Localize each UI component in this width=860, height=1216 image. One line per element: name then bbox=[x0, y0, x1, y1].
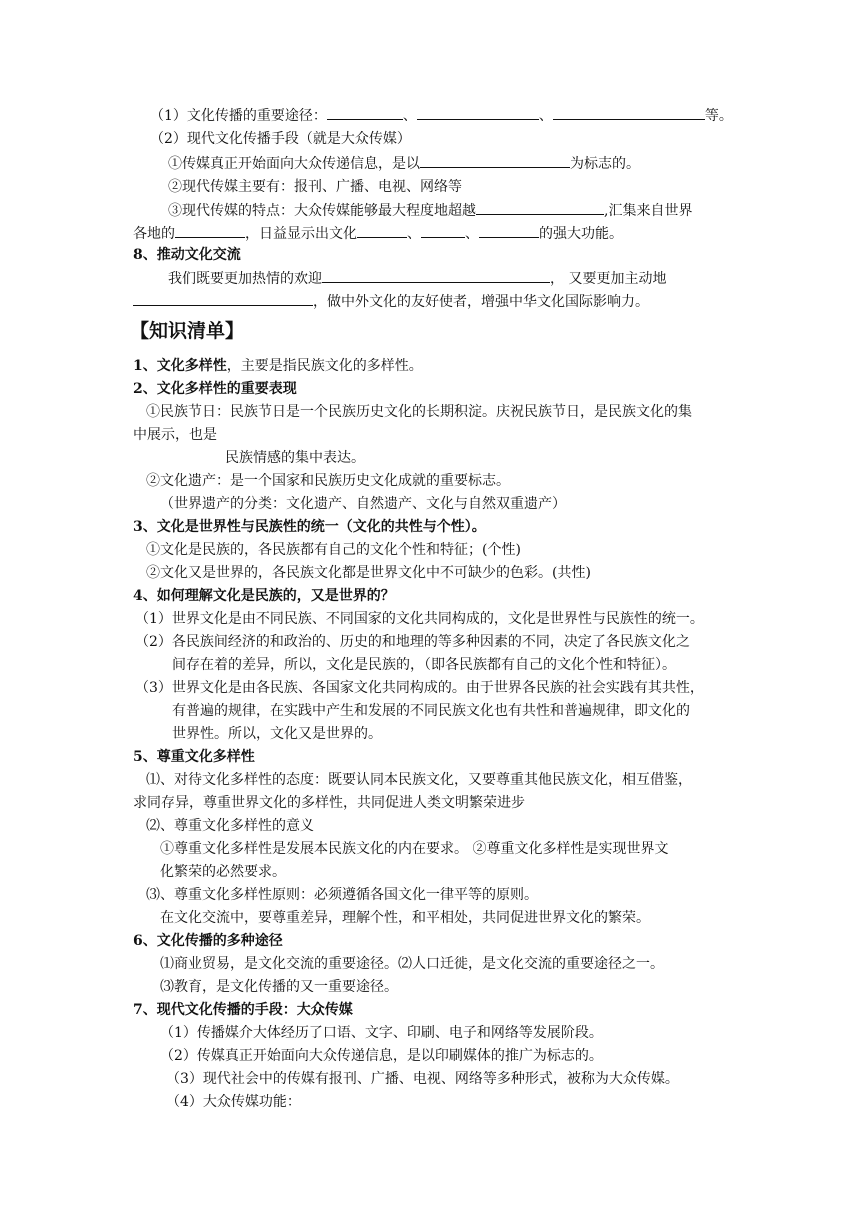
line-transmission-ways: （1）文化传播的重要途径： 、 、 等。 bbox=[150, 105, 733, 125]
line-significance-cont: 化繁荣的必然要求。 bbox=[160, 864, 286, 880]
line-heritage-types: （世界遗产的分类：文化遗产、自然遗产、文化与自然双重遗产） bbox=[160, 496, 566, 512]
blank-field bbox=[133, 291, 313, 306]
section-heading-unity: 3、文化是世界性与民族性的统一（文化的共性与个性）。 bbox=[133, 519, 486, 535]
line-media-features-cont: 各地的 ，日益显示出文化 、 、 的强大功能。 bbox=[133, 223, 623, 243]
line-media-functions: （4）大众传媒功能： bbox=[166, 1094, 301, 1110]
line-diversity-def: 1、文化多样性，主要是指民族文化的多样性。 bbox=[133, 358, 423, 374]
line-media-features: ③现代传媒的特点：大众传媒能够最大程度地超越 ,汇集来自世界 bbox=[168, 200, 692, 220]
line-heritage: ②文化遗产：是一个国家和民族历史文化成就的重要标志。 bbox=[146, 473, 510, 489]
section-heading-exchange: 8、推动文化交流 bbox=[133, 247, 241, 263]
blank-field bbox=[357, 223, 407, 238]
section-heading-manifestation: 2、文化多样性的重要表现 bbox=[133, 381, 297, 397]
line-point-1: （1）世界文化是由不同民族、不同国家的文化共同构成的，文化是世界性与民族性的统一。 bbox=[135, 611, 704, 627]
blank-field bbox=[322, 268, 550, 283]
line-attitude-cont: 求同存异，尊重世界文化的多样性，共同促进人类文明繁荣进步 bbox=[133, 795, 525, 811]
line-festival-emotion: 民族情感的集中表达。 bbox=[225, 450, 365, 466]
line-festival: ①民族节日：民族节日是一个民族历史文化的长期积淀。庆祝民族节日，是民族文化的集 bbox=[146, 404, 692, 420]
section-heading-mass-media: 7、现代文化传播的手段：大众传媒 bbox=[133, 1002, 353, 1018]
blank-field bbox=[327, 105, 403, 120]
line-media-stages: （1）传播媒介大体经历了口语、文字、印刷、电子和网络等发展阶段。 bbox=[160, 1025, 603, 1041]
line-media-start: ①传媒真正开始面向大众传递信息，是以 为标志的。 bbox=[168, 153, 640, 173]
line-point-3-end: 世界性。所以，文化又是世界的。 bbox=[172, 726, 382, 742]
section-heading-ways: 6、文化传播的多种途径 bbox=[133, 933, 283, 949]
line-point-3-cont: 有普遍的规律，在实践中产生和发展的不同民族文化也有共性和普遍规律，即文化的 bbox=[172, 703, 690, 719]
line-attitude: ⑴、对待文化多样性的态度：既要认同本民族文化，又要尊重其他民族文化，相互借鉴， bbox=[146, 772, 692, 788]
blank-field bbox=[420, 153, 570, 168]
line-significance: ⑵、尊重文化多样性的意义 bbox=[146, 818, 314, 834]
line-point-2-cont: 间存在着的差异，所以，文化是民族的，（即各民族都有自己的文化个性和特征）。 bbox=[172, 657, 676, 673]
blank-field bbox=[417, 105, 539, 120]
line-festival-cont: 中展示，也是 bbox=[133, 427, 217, 443]
blank-field bbox=[175, 223, 245, 238]
blank-field bbox=[553, 105, 705, 120]
knowledge-list-title: 【知识清单】 bbox=[130, 320, 245, 342]
line-education: ⑶教育，是文化传播的又一重要途径。 bbox=[160, 979, 398, 995]
section-heading-respect: 5、尊重文化多样性 bbox=[133, 749, 255, 765]
line-point-3: （3）世界文化是由各民族、各国家文化共同构成的。由于世界各民族的社会实践有其共性， bbox=[135, 680, 704, 696]
line-world: ②文化又是世界的，各民族文化都是世界文化中不可缺少的色彩。(共性) bbox=[146, 565, 591, 581]
line-significance-items: ①尊重文化多样性是发展本民族文化的内在要求。 ②尊重文化多样性是实现世界文 bbox=[160, 841, 669, 857]
line-media-print: （2）传媒真正开始面向大众传递信息，是以印刷媒体的推广为标志的。 bbox=[160, 1048, 603, 1064]
line-ambassador: ，做中外文化的友好使者，增强中华文化国际影响力。 bbox=[133, 291, 649, 311]
line-modern-means: （2）现代文化传播手段（就是大众传媒） bbox=[150, 131, 411, 147]
line-media-forms: （3）现代社会中的传媒有报刊、广播、电视、网络等多种形式，被称为大众传媒。 bbox=[166, 1071, 679, 1087]
line-national: ①文化是民族的，各民族都有自己的文化个性和特征；(个性) bbox=[146, 542, 521, 558]
section-heading-understanding: 4、如何理解文化是民族的，又是世界的？ bbox=[133, 588, 395, 604]
blank-field bbox=[479, 223, 539, 238]
line-point-2: （2）各民族间经济的和政治的、历史的和地理的等多种因素的不同，决定了各民族文化之 bbox=[135, 634, 690, 650]
blank-field bbox=[421, 223, 465, 238]
line-welcome: 我们既要更加热情的欢迎 ， 又要更加主动地 bbox=[168, 268, 666, 288]
line-trade-migration: ⑴商业贸易，是文化交流的重要途径。⑵人口迁徙，是文化交流的重要途径之一。 bbox=[160, 956, 664, 972]
line-principle-cont: 在文化交流中，要尊重差异，理解个性，和平相处，共同促进世界文化的繁荣。 bbox=[160, 910, 650, 926]
blank-field bbox=[476, 200, 604, 215]
line-media-types: ②现代传媒主要有：报刊、广播、电视、网络等 bbox=[168, 179, 462, 195]
line-principle: ⑶、尊重文化多样性原则：必须遵循各国文化一律平等的原则。 bbox=[146, 887, 538, 903]
